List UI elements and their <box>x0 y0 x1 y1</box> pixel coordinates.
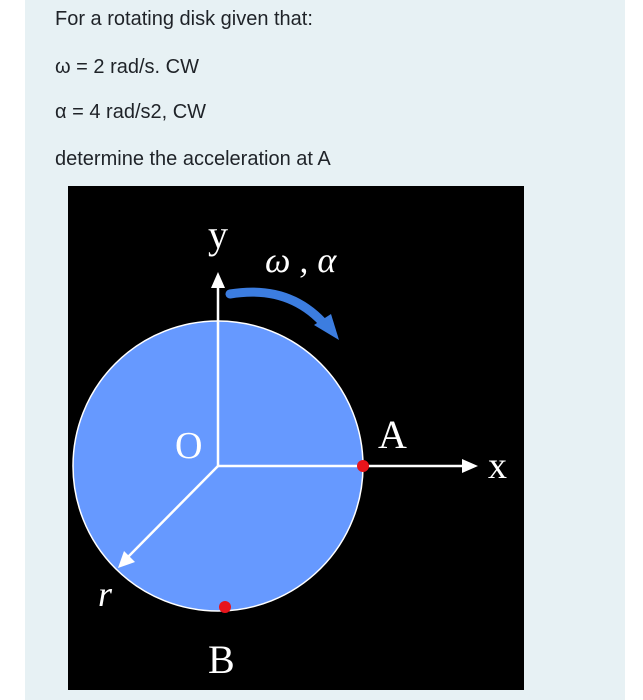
center-label: O <box>175 425 203 467</box>
point-a-label: A <box>378 412 407 457</box>
point-b-dot <box>219 601 231 613</box>
rotation-label: ω , α <box>265 240 337 280</box>
point-a-dot <box>357 460 369 472</box>
y-axis-label: y <box>208 212 228 257</box>
disk-diagram <box>68 186 524 690</box>
task-text: determine the acceleration at A <box>55 148 331 170</box>
rotating-disk-figure <box>68 186 524 690</box>
omega-text: ω = 2 rad/s. CW <box>55 56 199 78</box>
y-axis-arrowhead <box>211 272 225 288</box>
rotation-arrow <box>230 292 326 326</box>
point-b-label: B <box>208 637 235 682</box>
x-axis-label: x <box>488 445 507 487</box>
intro-text: For a rotating disk given that: <box>55 8 313 30</box>
alpha-text: α = 4 rad/s2, CW <box>55 101 207 123</box>
x-axis-arrowhead <box>462 459 478 473</box>
radius-label: r <box>98 574 113 614</box>
